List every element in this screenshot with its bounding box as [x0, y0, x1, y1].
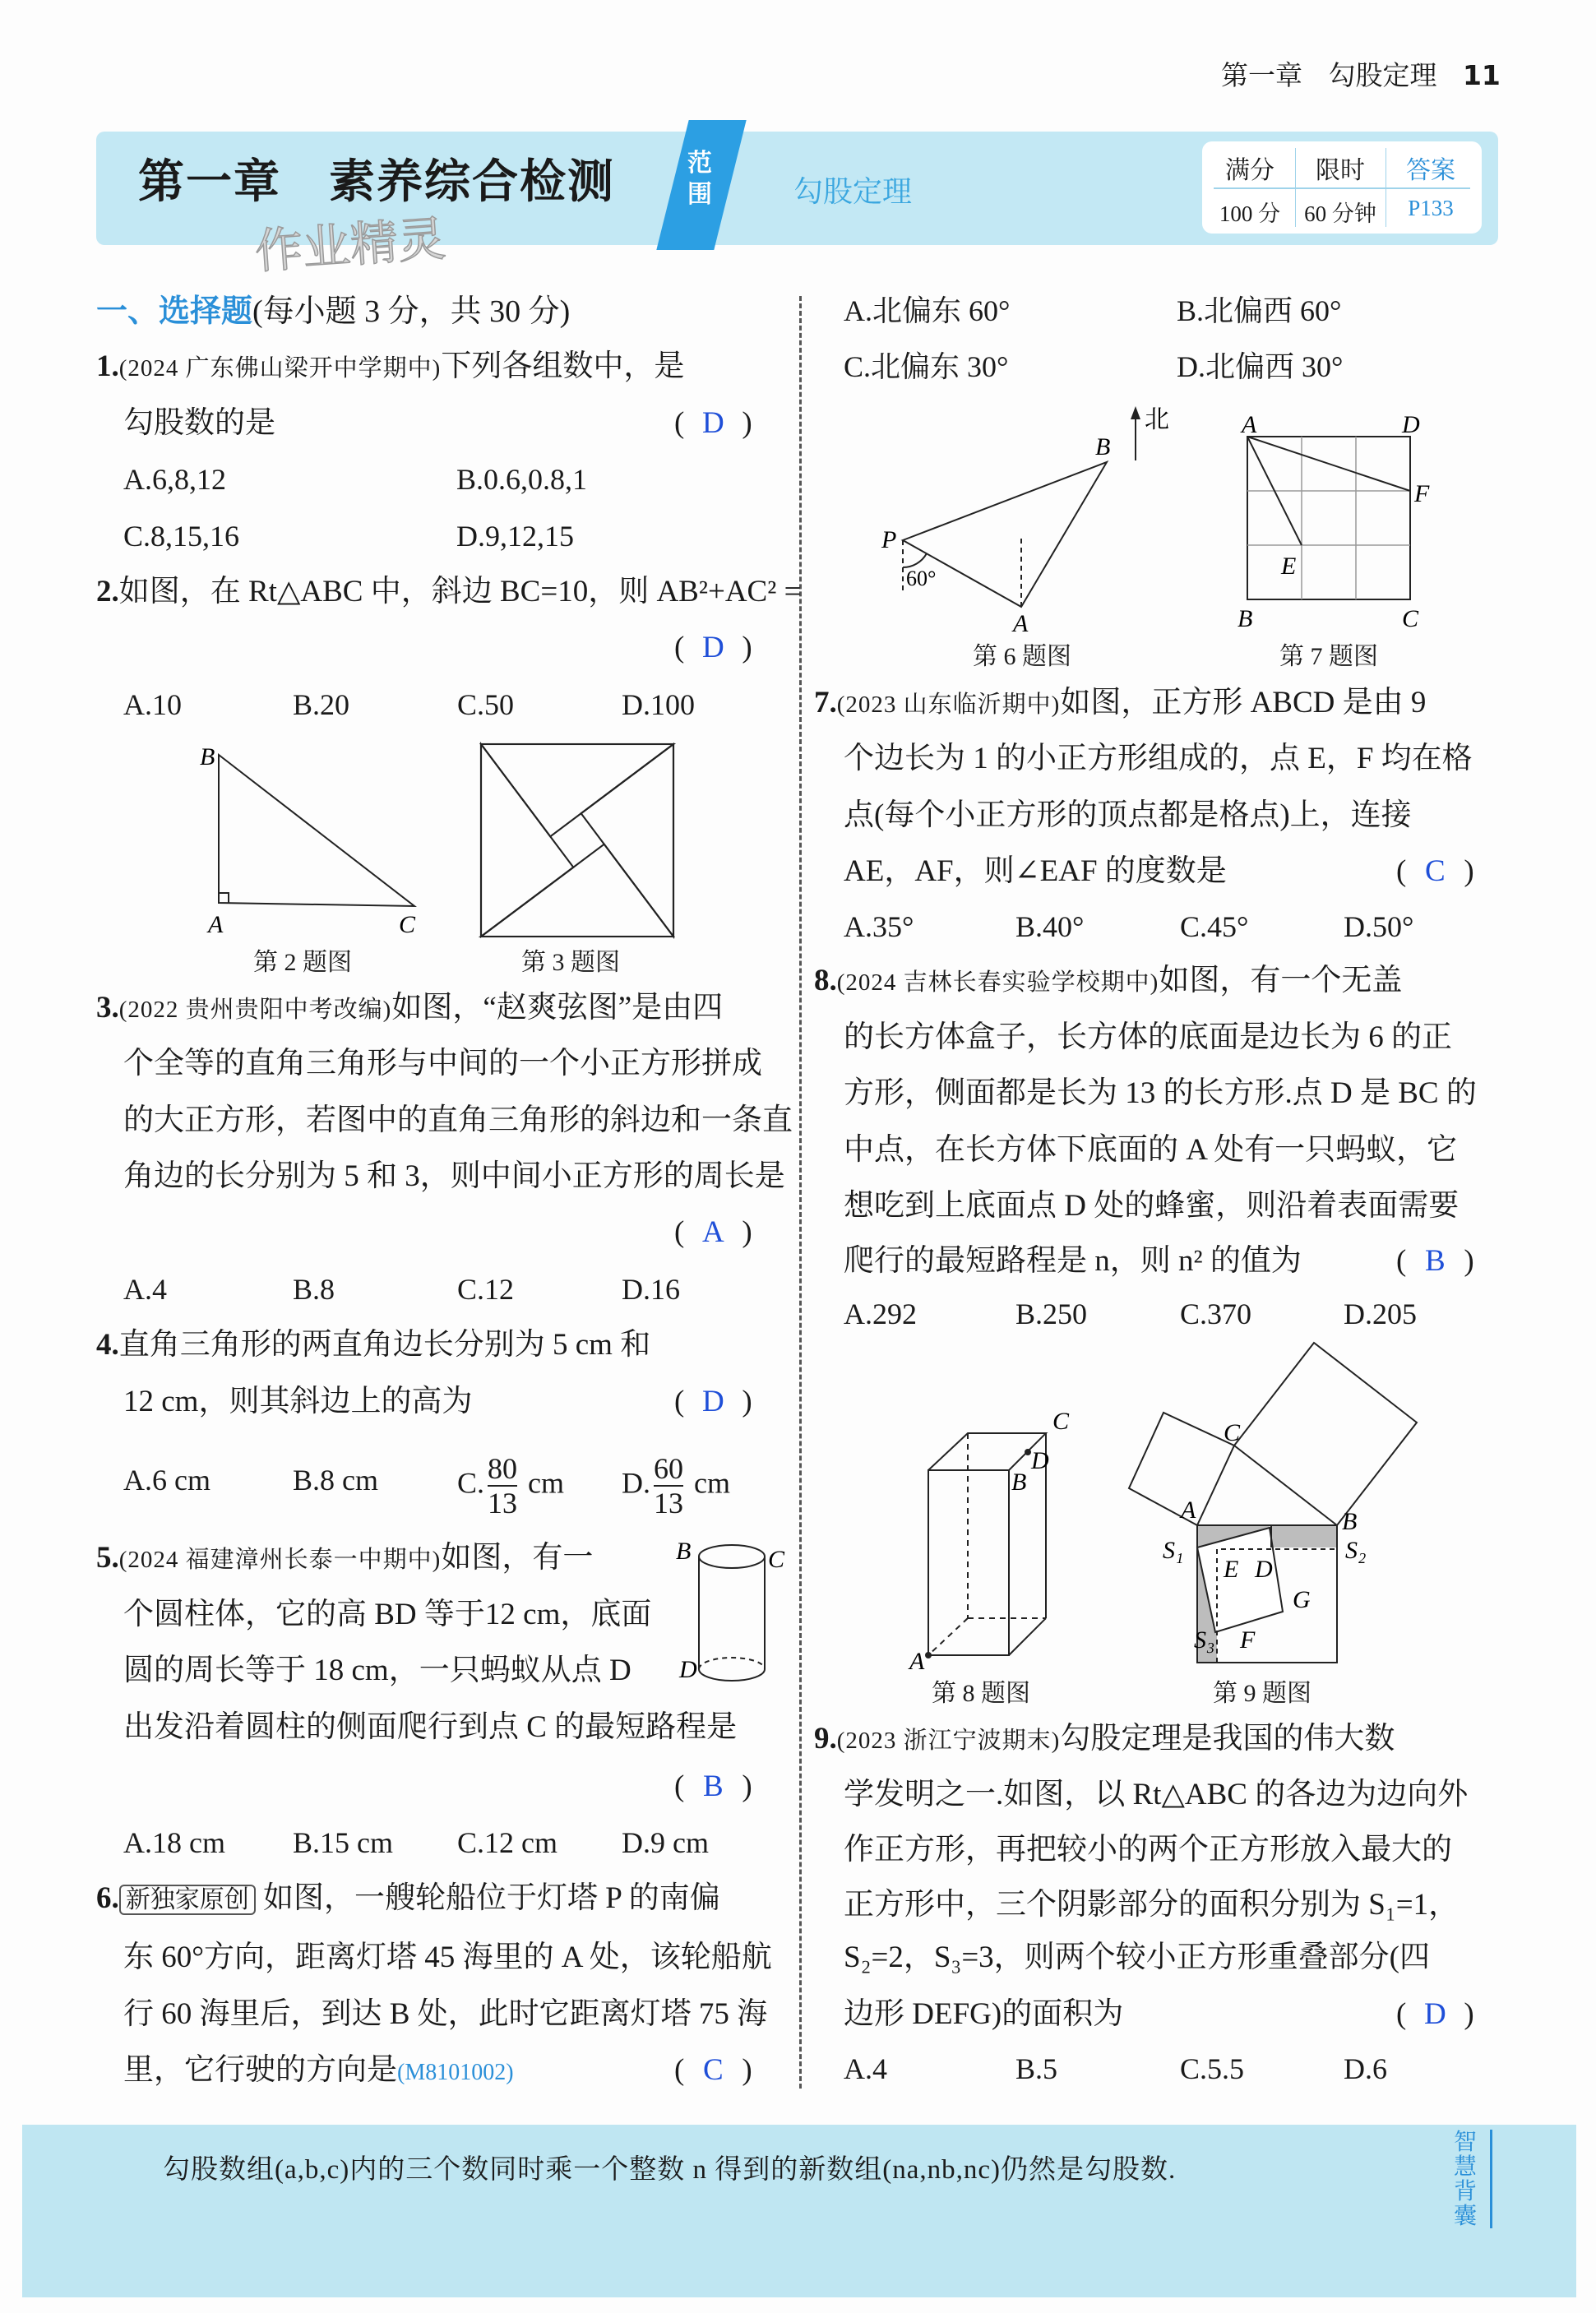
q-number: 1.: [96, 349, 119, 383]
option-a: A.10: [123, 688, 182, 721]
option-c: C.12: [457, 1273, 515, 1306]
header-chapter: 第一章: [1221, 59, 1302, 91]
q-source: (2023 浙江宁波期末): [836, 1728, 1061, 1754]
question-6: [96, 1871, 720, 1927]
answer-bracket: ( D ): [674, 620, 752, 676]
option-d: D.100: [622, 688, 695, 721]
q-text: 如图，有一个无盖: [1159, 964, 1403, 997]
q-text: 个全等的直角三角形与中间的一个小正方形拼成: [123, 1047, 762, 1080]
denominator: 13: [488, 1487, 518, 1520]
option-b: B.8: [293, 1273, 335, 1306]
option-d: [622, 1452, 730, 1520]
option-b: B.北偏西 60°: [1177, 294, 1342, 327]
question-5: [96, 1530, 593, 1586]
q-text: 边形 DEFG)的面积为: [844, 1997, 1124, 2031]
original-tag: 新独家原创: [119, 1885, 256, 1915]
tip-side-label: 智慧背囊: [1454, 2130, 1492, 2228]
q-source: (2024 广东佛山梁开中学期中): [118, 355, 442, 382]
tip-text: 勾股数组(a,b,c)内的三个数同时乘一个整数 n 得到的新数组(na,nb,nc)仍然是勾股数.: [163, 2155, 1177, 2185]
q-text: 出发沿着圆柱的侧面爬行到点 C 的最短路程是: [123, 1710, 738, 1744]
page-title: 第一章 素养综合检测: [138, 155, 615, 209]
option-d: D.6: [1344, 2052, 1387, 2085]
numerator: 60: [654, 1452, 683, 1485]
q-text: 点(每个小正方形的顶点都是格点)上，连接: [844, 798, 1412, 832]
denominator: 13: [654, 1487, 683, 1520]
answer-bracket: ( D ): [1396, 1987, 1474, 2042]
q-text: 如图，有一: [441, 1541, 594, 1575]
watermark: 作业精灵: [252, 210, 448, 280]
fraction: [488, 1452, 517, 1520]
label-s2: S₂: [1345, 1537, 1367, 1564]
label-d: D: [1031, 1447, 1049, 1474]
figure-7-caption: 第 7 题图: [1279, 643, 1378, 670]
label-d: D: [1402, 411, 1420, 438]
section-note: (每小题 3 分，共 30 分): [252, 294, 571, 329]
label-f: F: [1240, 1626, 1256, 1654]
option-b: B.5: [1015, 2052, 1058, 2085]
answer: D: [701, 631, 724, 664]
figure-9-caption: 第 9 题图: [1213, 1680, 1311, 1707]
q-number: 5.: [96, 1541, 119, 1575]
question-9: [814, 1711, 1395, 1767]
range-value: 勾股定理: [793, 175, 913, 209]
section-heading: [96, 283, 570, 339]
label-e: E: [1224, 1556, 1239, 1583]
option-d: D.50°: [1344, 910, 1414, 943]
q-text: 圆的周长等于 18 cm，一只蚂蚁从点 D: [123, 1654, 631, 1687]
info-answer-page[interactable]: P133: [1408, 196, 1454, 220]
label-p: P: [881, 526, 897, 553]
option-d: D.9 cm: [622, 1826, 709, 1859]
q-text: 东 60°方向，距离灯塔 45 海里的 A 处，该轮船航: [123, 1941, 772, 1974]
option-a: A.6,8,12: [123, 463, 226, 496]
q-text: 的长方体盒子，长方体的底面是边长为 6 的正: [844, 1020, 1452, 1054]
page-number: 11: [1462, 59, 1501, 91]
answer-bracket: ( B ): [674, 1759, 752, 1815]
option-b: B.250: [1015, 1298, 1088, 1330]
label-d: D: [679, 1656, 697, 1683]
q-text: 如图，“赵爽弦图”是由四: [391, 991, 724, 1025]
q-text: AE，AF，则∠EAF 的度数是: [844, 854, 1227, 888]
label-a: A: [909, 1648, 925, 1675]
q-source: (2024 福建漳州长泰一中期中): [118, 1547, 442, 1573]
q-source: (2023 山东临沂期中): [836, 692, 1061, 718]
label-b: B: [1237, 605, 1253, 632]
q-number: 2.: [96, 575, 119, 608]
label-a: A: [208, 911, 224, 938]
answer: D: [701, 406, 724, 440]
label-a: A: [1013, 610, 1029, 637]
q-text: 作正方形，再把较小的两个正方形放入最大的: [844, 1833, 1452, 1867]
figure-3-caption: 第 3 题图: [521, 949, 620, 976]
label-a: A: [1242, 411, 1257, 438]
label-d: D: [1255, 1556, 1273, 1583]
answer-bracket: ( C ): [1396, 844, 1474, 900]
label-c: C: [1224, 1419, 1241, 1446]
q-source: (2022 贵州贵阳中考改编): [118, 997, 392, 1023]
label-b: B: [1011, 1469, 1027, 1496]
answer: D: [701, 1385, 724, 1418]
section-title: 一、选择题: [96, 293, 253, 329]
answer-bracket: ( B ): [1396, 1233, 1474, 1289]
q-text-line: 里，它行驶的方向是: [123, 2053, 397, 2087]
question-3: [96, 980, 723, 1036]
label-f: F: [1414, 480, 1430, 507]
info-time-label: 限时: [1316, 157, 1365, 184]
question-1: [96, 339, 684, 395]
angle-label: 60°: [906, 567, 937, 590]
q-number: 6.: [96, 1881, 119, 1915]
range-label: 范围: [687, 149, 712, 209]
answer: C: [702, 2053, 724, 2087]
q-text: 如图，在 Rt△ABC 中，斜边 BC=10，则 AB²+AC² =: [118, 575, 802, 608]
option-a: A.292: [844, 1298, 917, 1330]
question-2: [96, 564, 801, 620]
fraction: [654, 1452, 683, 1520]
q-text: 如图，正方形 ABCD 是由 9: [1060, 686, 1427, 719]
label-b: B: [1095, 433, 1111, 460]
answer: C: [1424, 854, 1446, 888]
answer: D: [1423, 1997, 1446, 2031]
q-text: 中点，在长方体下底面的 A 处有一只蚂蚁，它: [844, 1133, 1458, 1167]
option-prefix: C.: [457, 1466, 485, 1500]
q-text: 直角三角形的两直角边长分别为 5 cm 和: [118, 1328, 651, 1362]
unit: cm: [694, 1466, 730, 1500]
q-text: 学发明之一.如图，以 Rt△ABC 的各边为边向外: [844, 1778, 1469, 1811]
q-number: 4.: [96, 1328, 119, 1362]
q-text: 正方形中，三个阴影部分的面积分别为 S₁=1，: [844, 1888, 1460, 1922]
option-b: B.8 cm: [293, 1464, 378, 1497]
q-text: 爬行的最短路程是 n，则 n² 的值为: [844, 1244, 1302, 1278]
figure-6-caption: 第 6 题图: [973, 643, 1071, 670]
option-d: D.9,12,15: [456, 520, 574, 553]
option-a: A.35°: [844, 910, 914, 943]
question-4: [96, 1317, 650, 1373]
label-c: C: [768, 1546, 785, 1573]
label-a: A: [1181, 1497, 1196, 1524]
label-b: B: [1342, 1508, 1358, 1535]
q-text: 勾股数的是: [123, 406, 275, 440]
label-s1: S₁: [1163, 1537, 1184, 1564]
q-text: 个圆柱体，它的高 BD 等于12 cm，底面: [123, 1598, 652, 1631]
option-a: A.北偏东 60°: [844, 294, 1011, 327]
option-a: A.4: [123, 1273, 167, 1306]
option-c: C.8,15,16: [123, 520, 240, 553]
figure-2-caption: 第 2 题图: [253, 949, 352, 976]
q-source: (2024 吉林长春实验学校期中): [836, 969, 1159, 996]
answer-bracket: ( D ): [674, 396, 752, 451]
label-g: G: [1293, 1586, 1311, 1613]
label-b: B: [676, 1538, 692, 1565]
option-c: C.45°: [1180, 910, 1249, 943]
info-full-score: 100 分: [1219, 201, 1281, 226]
q-number: 8.: [814, 964, 837, 997]
option-c: [457, 1452, 564, 1520]
option-c: C.50: [457, 688, 515, 721]
info-time: 60 分钟: [1304, 201, 1376, 226]
option-c: C.北偏东 30°: [844, 350, 1009, 383]
option-a: A.18 cm: [123, 1826, 225, 1859]
q-text: 个边长为 1 的小正方形组成的，点 E，F 均在格: [844, 742, 1473, 775]
figure-3-zhao-shuang-diagram: [481, 744, 673, 937]
option-d: D.16: [622, 1273, 680, 1306]
answer: B: [1424, 1244, 1446, 1278]
q-text: 想吃到上底面点 D 处的蜂蜜，则沿着表面需要: [844, 1189, 1460, 1223]
option-d: D.北偏西 30°: [1177, 350, 1344, 383]
q-text: 12 cm，则其斜边上的高为: [123, 1385, 473, 1418]
q-number: 9.: [814, 1722, 837, 1756]
q-text: 下列各组数中，是: [441, 349, 685, 383]
q-number: 3.: [96, 991, 119, 1025]
option-prefix: D.: [622, 1466, 650, 1500]
answer-bracket: ( C ): [674, 2042, 752, 2098]
figure-8-caption: 第 8 题图: [932, 1680, 1030, 1707]
question-7: [814, 675, 1426, 731]
label-c: C: [1402, 605, 1419, 632]
answer-bracket: ( D ): [674, 1374, 752, 1430]
label-c: C: [399, 911, 416, 938]
question-code-link[interactable]: (M8101002): [397, 2060, 514, 2085]
unit: cm: [528, 1466, 564, 1500]
north-label: 北: [1145, 406, 1169, 433]
option-c: C.12 cm: [457, 1826, 557, 1859]
numerator: 80: [488, 1452, 518, 1485]
label-b: B: [200, 743, 215, 770]
answer-bracket: ( A ): [674, 1205, 752, 1261]
info-full-score-label: 满分: [1225, 157, 1274, 184]
q-text: S₂=2，S₃=3，则两个较小正方形重叠部分(四: [844, 1941, 1431, 1974]
answer: A: [701, 1215, 724, 1249]
option-b: B.15 cm: [293, 1826, 393, 1859]
q-text: 如图，一艘轮船位于灯塔 P 的南偏: [263, 1881, 720, 1915]
q-text: 方形，侧面都是长为 13 的长方形.点 D 是 BC 的: [844, 1076, 1477, 1110]
answer: B: [702, 1769, 724, 1803]
question-8: [814, 953, 1402, 1009]
option-a: A.4: [844, 2052, 887, 2085]
q-text: [123, 2042, 514, 2098]
exam-info-box: [1202, 141, 1482, 234]
header-topic: 勾股定理: [1328, 59, 1437, 91]
info-answer-label: 答案: [1406, 157, 1455, 184]
q-text: 角边的长分别为 5 和 3，则中间小正方形的周长是: [123, 1159, 785, 1193]
option-d: D.205: [1344, 1298, 1417, 1330]
option-b: B.40°: [1015, 910, 1085, 943]
option-c: C.370: [1180, 1298, 1252, 1330]
label-s3: S₃: [1194, 1626, 1215, 1654]
running-header: [1221, 54, 1501, 93]
option-c: C.5.5: [1180, 2052, 1245, 2085]
q-text: 的大正方形，若图中的直角三角形的斜边和一条直: [123, 1103, 793, 1137]
option-b: B.0.6,0.8,1: [456, 463, 588, 496]
q-number: 7.: [814, 686, 837, 719]
label-c: C: [1052, 1408, 1070, 1435]
label-e: E: [1281, 553, 1297, 580]
q-text: 行 60 海里后，到达 B 处，此时它距离灯塔 75 海: [123, 1997, 768, 2031]
option-b: B.20: [293, 688, 350, 721]
option-a: A.6 cm: [123, 1464, 210, 1497]
q-text: 勾股定理是我国的伟大数: [1060, 1722, 1395, 1756]
